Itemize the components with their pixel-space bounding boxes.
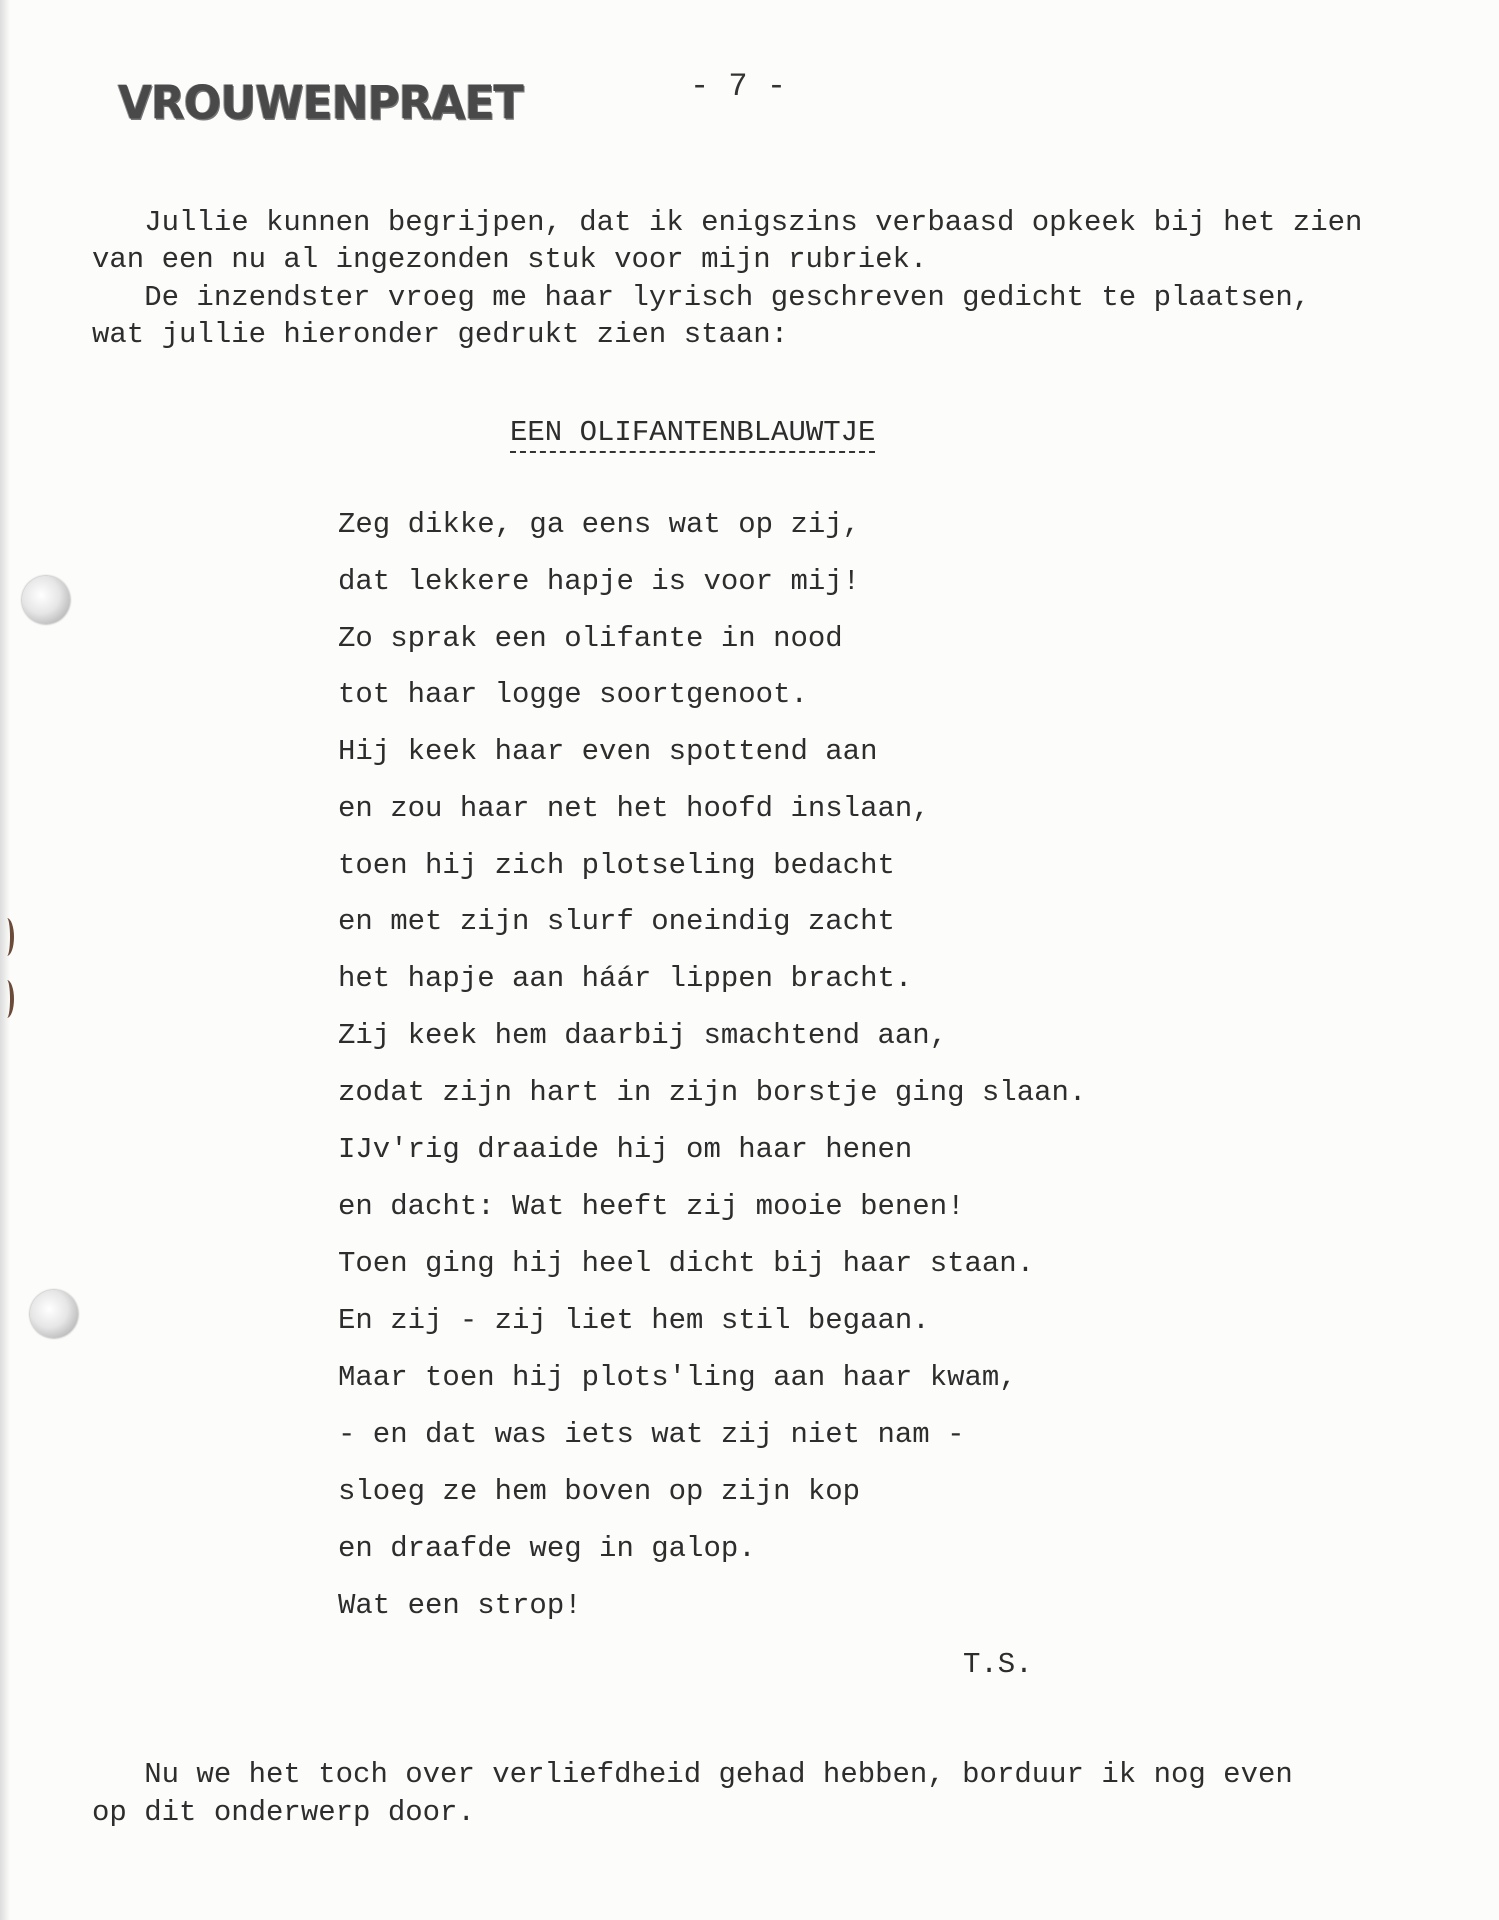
closing-line: Nu we het toch over verliefdheid gehad hebben, borduur ik nog even (92, 1758, 1293, 1791)
poem-line: en zou haar net het hoofd inslaan, (338, 792, 930, 825)
intro-line: Jullie kunnen begrijpen, dat ik enigszins verbaasd opkeek bij het zien (92, 206, 1363, 239)
intro-line: van een nu al ingezonden stuk voor mijn rubriek. (92, 243, 928, 276)
poem-title: EEN OLIFANTENBLAUWTJE (510, 418, 875, 453)
poem-line: en dacht: Wat heeft zij mooie benen! (338, 1190, 965, 1223)
poem-line: Zo sprak een olifante in nood (338, 622, 843, 655)
poem-line: het hapje aan háár lippen bracht. (338, 962, 913, 995)
poem-line: toen hij zich plotseling bedacht (338, 849, 895, 882)
closing-line: op dit onderwerp door. (92, 1796, 475, 1829)
binder-ring-mark-top (0, 918, 14, 956)
intro-line: De inzendster vroeg me haar lyrisch geschreven gedicht te plaatsen, (92, 281, 1311, 314)
poem-line: Hij keek haar even spottend aan (338, 735, 878, 768)
poem-line: zodat zijn hart in zijn borstje ging slaan. (338, 1076, 1087, 1109)
poem-line: sloeg ze hem boven op zijn kop (338, 1475, 861, 1508)
poem-line: En zij - zij liet hem stil begaan. (338, 1304, 930, 1337)
intro-line: wat jullie hieronder gedrukt zien staan: (92, 318, 789, 351)
poem-line: tot haar logge soortgenoot. (338, 678, 808, 711)
poem-line: en draafde weg in galop. (338, 1532, 756, 1565)
poem-line: Wat een strop! (338, 1589, 582, 1622)
poem-line: IJv'rig draaide hij om haar henen (338, 1133, 913, 1166)
poem-line: - en dat was iets wat zij niet nam - (338, 1418, 965, 1451)
binder-hole-bottom (30, 1290, 78, 1338)
page-edge (0, 0, 10, 1920)
poem-line: Maar toen hij plots'ling aan haar kwam, (338, 1361, 1017, 1394)
page-number: - 7 - (690, 68, 787, 105)
poem-line: Toen ging hij heel dicht bij haar staan. (338, 1247, 1035, 1280)
poem-line: dat lekkere hapje is voor mij! (338, 565, 861, 598)
masthead-logo: VROUWENPRAET (118, 76, 523, 131)
poem-line: Zeg dikke, ga eens wat op zij, (338, 508, 861, 541)
binder-ring-mark-bottom (0, 980, 14, 1018)
poem-line: Zij keek hem daarbij smachtend aan, (338, 1019, 948, 1052)
poem-signature: T.S. (963, 1648, 1033, 1681)
poem-line: en met zijn slurf oneindig zacht (338, 905, 895, 938)
binder-hole-top (22, 576, 70, 624)
